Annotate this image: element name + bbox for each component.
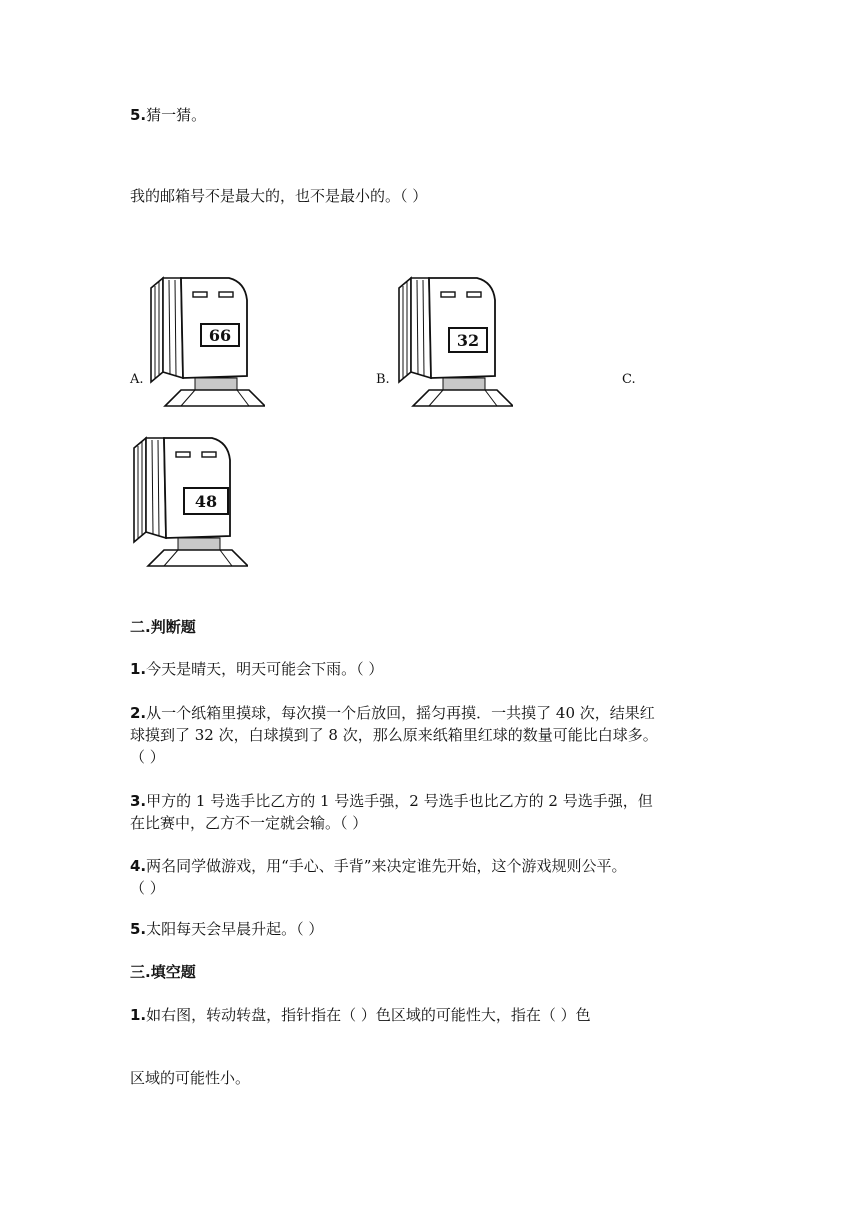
q5-prompt: 我的邮箱号不是最大的，也不是最小的。（ ） [130,187,428,205]
mailbox-number: 66 [208,326,232,345]
option-b-mailbox [393,272,513,412]
q5-title: 猜一猜。 [146,106,207,124]
q5-title-line [130,104,206,126]
s2-item-2-line-3: （ ） [130,748,165,766]
section2-heading: 二.判断题 [130,618,196,636]
s2-item-4-line-1: 4.两名同学做游戏，用“手心、手背”来决定谁先开始，这个游戏规则公平。 [130,857,627,875]
s2-item-2-line-2: 球摸到了 32 次，白球摸到了 8 次，那么原来纸箱里红球的数量可能比白球多。 [130,726,658,744]
s2-item-2-line-1: 2.从一个纸箱里摸球，每次摸一个后放回，摇匀再摸．一共摸了 40 次，结果红 [130,704,655,722]
s2-item-5: 5.太阳每天会早晨升起。（ ） [130,920,324,938]
mailbox-number: 32 [456,331,480,350]
mailbox-icon [393,272,513,412]
s3-item-1-line-1: 1.如右图，转动转盘，指针指在（ ）色区域的可能性大，指在（ ）色 [130,1006,591,1024]
s2-item-4-line-2: （ ） [130,879,165,897]
option-c-mailbox [128,432,248,572]
s2-item-1: 1.今天是晴天，明天可能会下雨。（ ） [130,660,384,678]
mailbox-icon [128,432,248,572]
option-a-label: A. [130,372,144,387]
s2-item-3-line-2: 在比赛中，乙方不一定就会输。（ ） [130,814,368,832]
option-a-mailbox [145,272,265,412]
mailbox-icon [145,272,265,412]
s2-item-3-line-1: 3.甲方的 1 号选手比乙方的 1 号选手强，2 号选手也比乙方的 2 号选手强，但 [130,792,653,810]
q5-number: 5. [130,106,147,124]
s3-item-1-line-2: 区域的可能性小。 [130,1069,251,1087]
option-c-label: C. [622,372,636,387]
option-b-label: B. [376,372,390,387]
mailbox-number: 48 [194,492,218,511]
section3-heading: 三.填空题 [130,963,196,981]
